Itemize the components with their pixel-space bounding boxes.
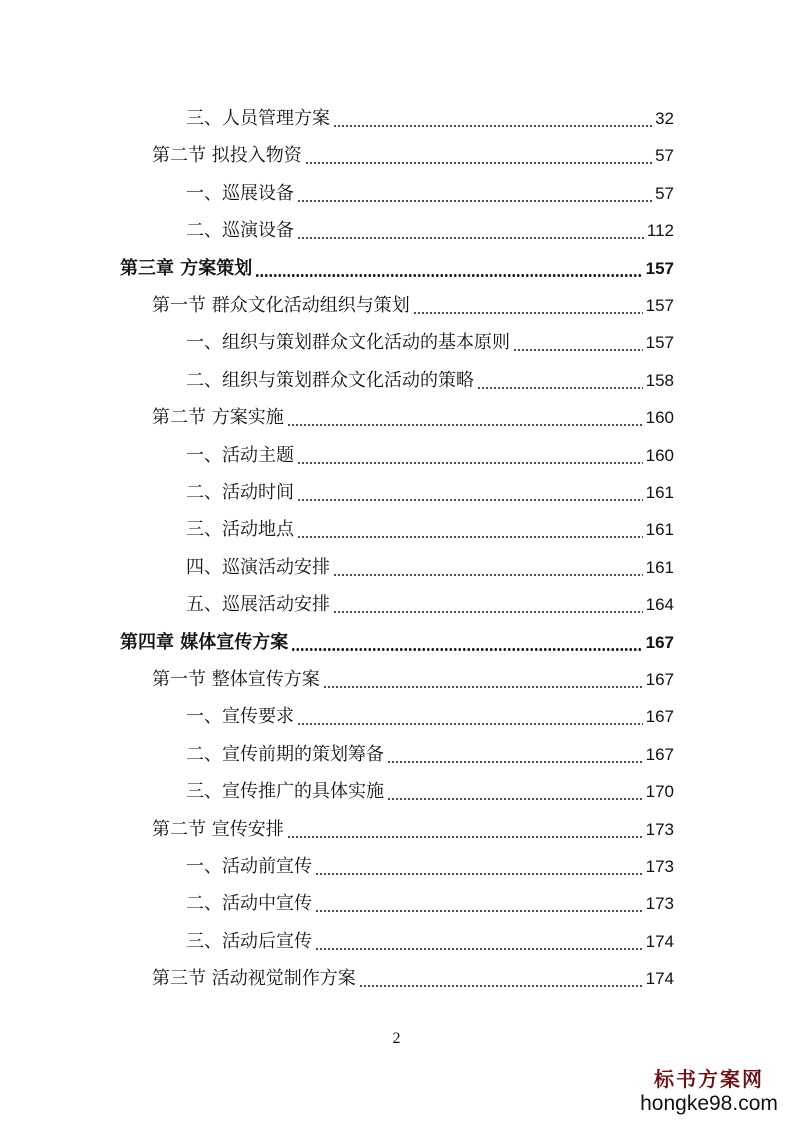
toc-entry[interactable] xyxy=(186,179,674,209)
toc-entry[interactable] xyxy=(152,403,674,433)
toc-entry-page: 32 xyxy=(655,109,674,128)
toc-entry-title: 二、组织与策划群众文化活动的策略 xyxy=(186,369,474,391)
toc-entry-page: 158 xyxy=(645,370,674,390)
watermark xyxy=(639,1066,779,1116)
toc-entry-page: 160 xyxy=(645,445,674,465)
toc-entry-page: 157 xyxy=(645,258,674,278)
dot-leader xyxy=(305,162,652,164)
toc-entry-title: 第四章 媒体宣传方案 xyxy=(120,631,289,653)
watermark-url: hongke98.com xyxy=(640,1092,778,1115)
toc-entry-title: 三、人员管理方案 xyxy=(186,108,330,129)
toc-entry-page: 167 xyxy=(645,670,674,689)
page-number: 2 xyxy=(392,1030,401,1047)
dot-leader xyxy=(323,686,643,688)
toc-entry-page: 164 xyxy=(645,595,674,615)
toc-entry[interactable] xyxy=(186,777,674,807)
dot-leader xyxy=(287,424,643,426)
toc-entry[interactable] xyxy=(152,291,674,321)
dot-leader xyxy=(477,387,643,389)
toc-entry-page: 160 xyxy=(645,408,674,428)
dot-leader xyxy=(297,536,643,538)
toc-entry-page: 174 xyxy=(645,931,674,951)
toc-entry-title: 三、活动后宣传 xyxy=(186,930,312,952)
toc-entry-title: 第一节 整体宣传方案 xyxy=(152,669,320,690)
watermark-name: 标书方案网 xyxy=(654,1067,764,1091)
toc-entry[interactable] xyxy=(152,964,674,994)
toc-entry-title: 一、活动主题 xyxy=(186,444,294,466)
dot-leader xyxy=(387,798,643,800)
toc-entry[interactable] xyxy=(186,927,674,957)
toc-entry[interactable] xyxy=(152,815,674,845)
toc-entry[interactable] xyxy=(120,254,674,284)
toc-entry-title: 第二节 宣传安排 xyxy=(152,818,284,840)
dot-leader xyxy=(387,761,643,763)
toc-entry[interactable] xyxy=(186,216,674,246)
dot-leader xyxy=(297,723,643,725)
toc-entry[interactable] xyxy=(120,628,674,658)
toc-entry[interactable] xyxy=(186,889,674,919)
toc-entry-page: 173 xyxy=(645,857,674,876)
toc-entry-page: 57 xyxy=(655,183,674,203)
toc-entry-page: 167 xyxy=(645,707,674,727)
toc-entry-page: 161 xyxy=(645,483,674,502)
toc-entry-title: 一、活动前宣传 xyxy=(186,856,312,877)
dot-leader xyxy=(333,611,643,613)
toc-entry-page: 173 xyxy=(645,819,674,839)
dot-leader xyxy=(315,910,643,912)
toc-entry-page: 167 xyxy=(645,632,674,652)
toc-entry-title: 第一节 群众文化活动组织与策划 xyxy=(152,295,410,316)
toc-entry-title: 第二节 拟投入物资 xyxy=(152,145,302,167)
dot-leader xyxy=(297,200,652,202)
toc-entry-title: 三、宣传推广的具体实施 xyxy=(186,781,384,803)
toc-entry[interactable] xyxy=(186,740,674,770)
toc-entry[interactable] xyxy=(186,328,674,358)
toc-entry-page: 157 xyxy=(645,333,674,353)
dot-leader xyxy=(333,574,643,576)
toc-entry[interactable] xyxy=(186,590,674,620)
dot-leader xyxy=(359,985,643,987)
toc-entry-page: 167 xyxy=(645,744,674,764)
toc-entry[interactable] xyxy=(186,478,674,508)
toc-entry-page: 112 xyxy=(646,221,674,241)
toc-entry-page: 174 xyxy=(645,969,674,989)
dot-leader xyxy=(333,125,652,127)
toc-entry-title: 第二节 方案实施 xyxy=(152,407,284,429)
toc-entry-title: 二、宣传前期的策划筹备 xyxy=(186,743,384,765)
toc-entry-title: 二、巡演设备 xyxy=(186,220,294,242)
toc-entry[interactable] xyxy=(186,515,674,545)
toc-entry-title: 第三章 方案策划 xyxy=(120,257,253,279)
dot-leader xyxy=(315,873,643,875)
dot-leader xyxy=(513,349,643,351)
toc-entry-title: 一、宣传要求 xyxy=(186,706,294,728)
toc-entry[interactable] xyxy=(186,104,674,134)
toc-entry-title: 五、巡展活动安排 xyxy=(186,594,330,616)
toc-entry-page: 173 xyxy=(645,894,674,914)
toc-entry-title: 二、活动中宣传 xyxy=(186,893,312,915)
dot-leader xyxy=(297,462,643,464)
toc-entry[interactable] xyxy=(186,441,674,471)
toc-entry-title: 一、组织与策划群众文化活动的基本原则 xyxy=(186,332,510,354)
toc-entry[interactable] xyxy=(186,702,674,732)
toc-entry-page: 157 xyxy=(645,296,674,315)
dot-leader xyxy=(297,499,643,501)
toc-entry-page: 57 xyxy=(655,146,674,166)
toc-entry-title: 二、活动时间 xyxy=(186,482,294,503)
dot-leader xyxy=(297,237,644,239)
toc-entry[interactable] xyxy=(186,366,674,396)
toc-entry[interactable] xyxy=(186,852,674,882)
toc-entry[interactable] xyxy=(186,553,674,583)
toc-entry-page: 161 xyxy=(645,557,674,577)
dot-leader xyxy=(255,274,642,277)
dot-leader xyxy=(413,312,643,314)
toc-entry-title: 一、巡展设备 xyxy=(186,182,294,204)
dot-leader xyxy=(287,836,643,838)
toc-entry-title: 三、活动地点 xyxy=(186,519,294,541)
toc-entry-page: 161 xyxy=(645,520,674,540)
toc-entry-title: 第三节 活动视觉制作方案 xyxy=(152,968,356,990)
toc-entry[interactable] xyxy=(152,665,674,695)
toc-entry[interactable] xyxy=(152,141,674,171)
toc-entry-page: 170 xyxy=(645,782,674,802)
dot-leader xyxy=(315,948,643,950)
dot-leader xyxy=(291,648,642,651)
toc-entry-title: 四、巡演活动安排 xyxy=(186,556,330,578)
